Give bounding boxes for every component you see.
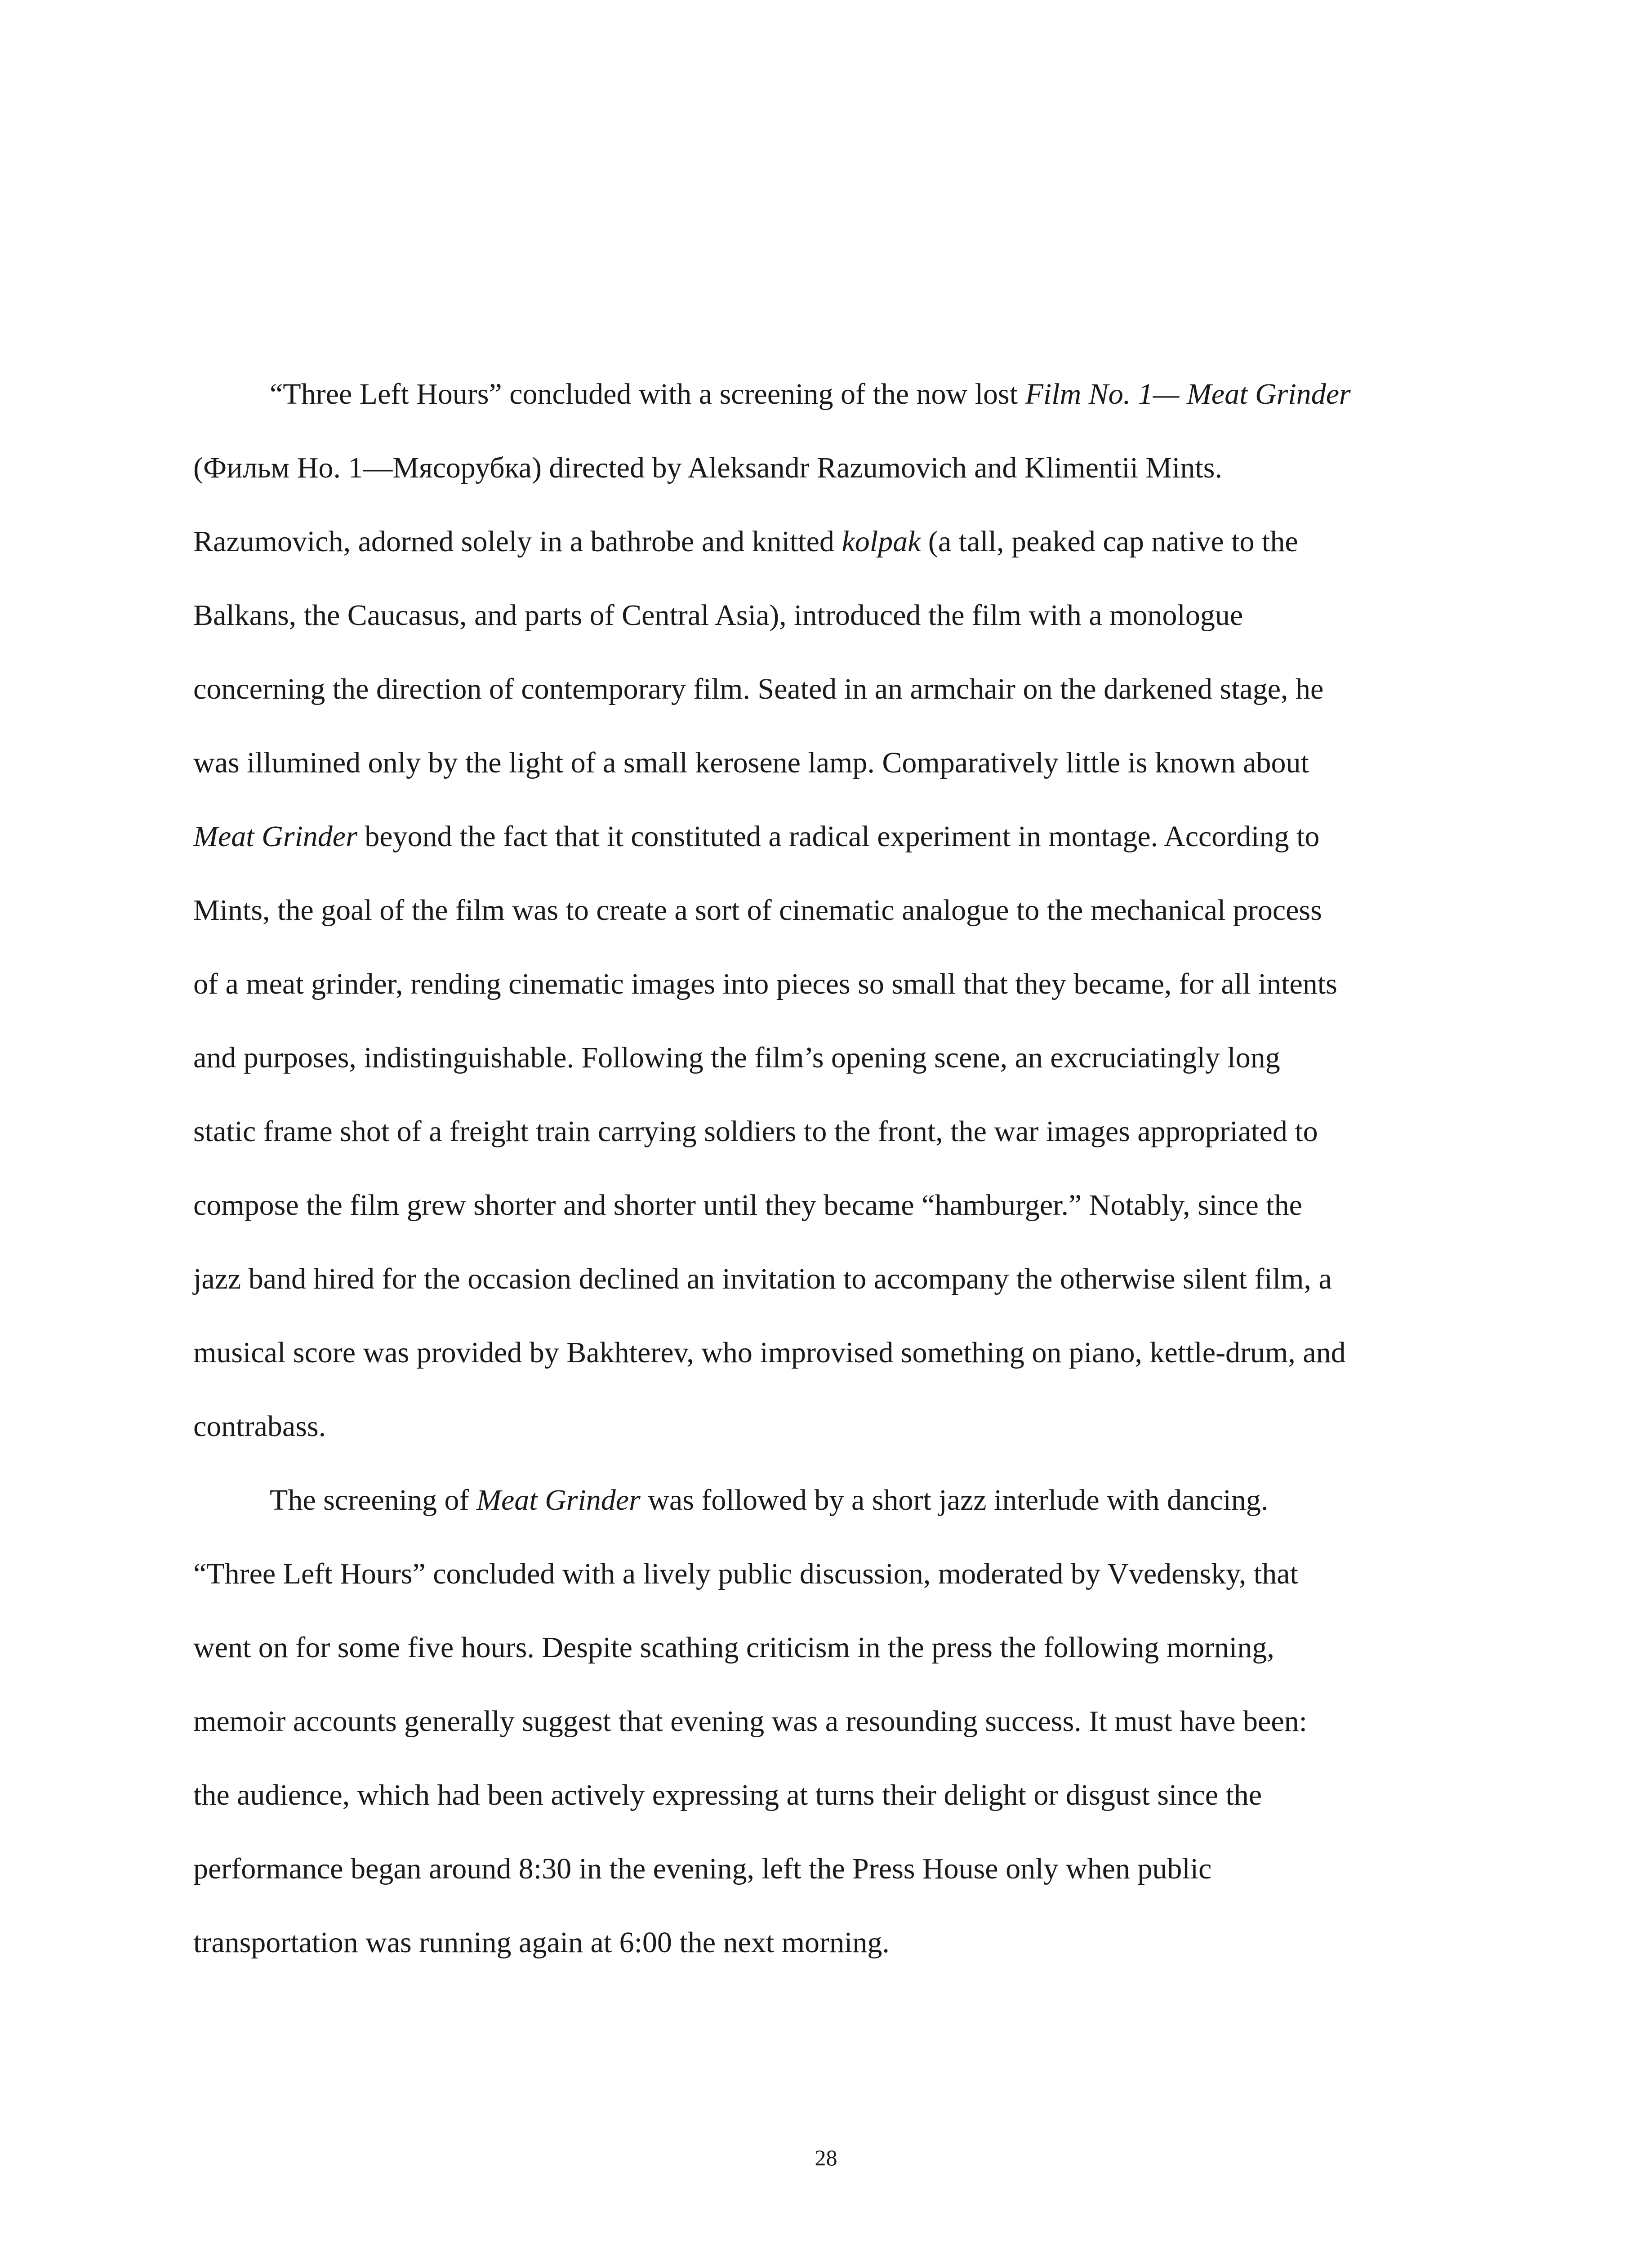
body-text — [193, 357, 1452, 1980]
page-number: 28 — [815, 2145, 837, 2170]
paragraph-2-line-6: performance began around 8:30 in the evening, left the Press House only when public — [193, 1852, 1212, 1885]
paragraph-1-line-8: Mints, the goal of the film was to create a sort of cinematic analogue to the mechanical process — [193, 894, 1322, 927]
paragraph-1-line-10: and purposes, indistinguishable. Following the film’s opening scene, an excruciatingly long — [193, 1041, 1280, 1074]
paragraph-1-line-11: static frame shot of a freight train carrying soldiers to the front, the war images appropriated to — [193, 1115, 1318, 1148]
paragraph-1-line-3 — [193, 505, 1452, 579]
paragraph-2-line-2: “Three Left Hours” concluded with a lively public discussion, moderated by Vvedensky, that — [193, 1557, 1298, 1590]
paragraph-2-line-7: transportation was running again at 6:00 the next morning. — [193, 1926, 890, 1959]
paragraph-1-line-7 — [193, 800, 1452, 874]
paragraph-2-line-5: the audience, which had been actively expressing at turns their delight or disgust since the — [193, 1779, 1262, 1811]
paragraph-2-line-3: went on for some five hours. Despite scathing criticism in the press the following morning, — [193, 1631, 1274, 1664]
paragraph-1-line-1 — [193, 357, 1452, 431]
paragraph-1-line-12: compose the film grew shorter and shorter until they became “hamburger.” Notably, since the — [193, 1189, 1302, 1222]
film-title-italic: Film No. 1— Meat Grinder — [1025, 378, 1351, 410]
paragraph-2-line-1 — [193, 1463, 1452, 1537]
text-span: (a tall, peaked cap native to the — [921, 525, 1298, 558]
paragraph-1-line-14: musical score was provided by Bakhterev, who improvised something on piano, kettle-drum, and — [193, 1336, 1346, 1369]
film-title-italic: Meat Grinder — [193, 820, 357, 853]
paragraph-1-line-15: contrabass. — [193, 1410, 326, 1443]
text-span: Razumovich, adorned solely in a bathrobe and knitted — [193, 525, 842, 558]
text-span: “Three Left Hours” concluded with a screening of the now lost — [270, 378, 1025, 410]
paragraph-2-line-4: memoir accounts generally suggest that evening was a resounding success. It must have been: — [193, 1705, 1307, 1738]
text-span: was followed by a short jazz interlude with dancing. — [640, 1484, 1269, 1517]
paragraph-1-line-2: (Фильм Но. 1—Мясорубка) directed by Aleksandr Razumovich and Klimentii Mints. — [193, 451, 1222, 484]
kolpak-italic: kolpak — [842, 525, 921, 558]
paragraph-1-line-9: of a meat grinder, rending cinematic images into pieces so small that they became, for all intents — [193, 968, 1337, 1000]
paragraph-1-line-4: Balkans, the Caucasus, and parts of Central Asia), introduced the film with a monologue — [193, 599, 1243, 632]
text-span: beyond the fact that it constituted a radical experiment in montage. According to — [357, 820, 1320, 853]
paragraph-1-line-6: was illumined only by the light of a small kerosene lamp. Comparatively little is known about — [193, 746, 1309, 779]
film-title-italic: Meat Grinder — [476, 1484, 641, 1517]
paragraph-1-line-13: jazz band hired for the occasion declined an invitation to accompany the otherwise silent film, a — [193, 1262, 1332, 1295]
paragraph-1-line-5: concerning the direction of contemporary film. Seated in an armchair on the darkened stage, he — [193, 673, 1324, 705]
text-span: The screening of — [270, 1484, 476, 1517]
